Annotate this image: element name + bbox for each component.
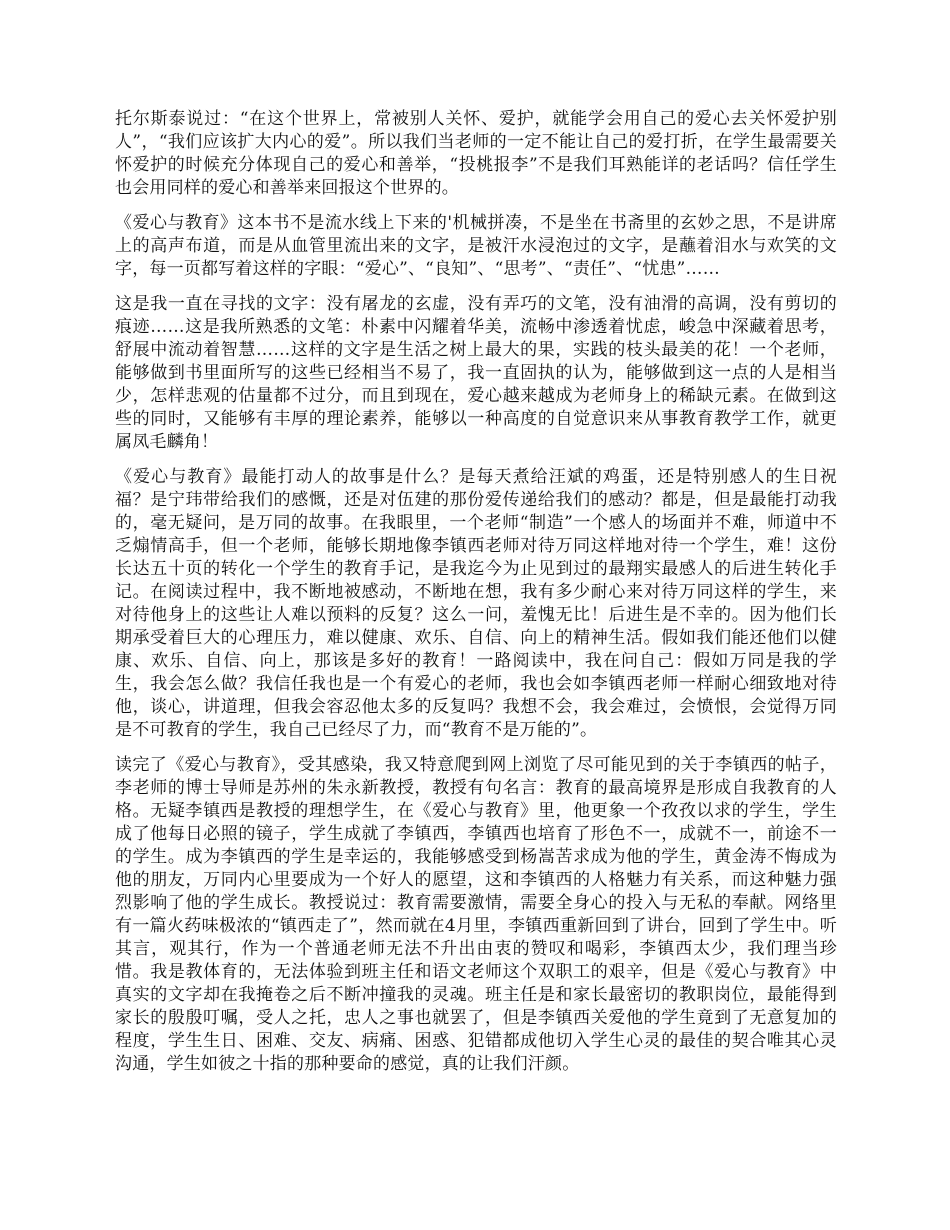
paragraph-writing-style: 这是我一直在寻找的文字：没有屠龙的玄虚，没有弄巧的文笔，没有油滑的高调，没有剪切的痕迹……这是我所熟悉的文笔：朴素中闪耀着华美，流畅中渗透着忧虑，峻急中深藏着思考，舒展中流动着智慧……这样的文字是生活之树上最大的果，实践的枝头最美的花！一个老师，能够做到书里面所写的这些已经相当不易了，我一直固执的认为，能够做到这一点的人是相当少，怎样悲观的估量都不过分，而且到现在，爱心越来越成为老师身上的稀缺元素。在做到这些的同时，又能够有丰厚的理论素养，能够以一种高度的自觉意识来从事教育教学工作，就更属凤毛麟角！	[115, 294, 837, 452]
paragraph-wantong-story: 《爱心与教育》最能打动人的故事是什么？是每天煮给汪斌的鸡蛋，还是特别感人的生日祝福？是宁玮带给我们的感慨，还是对伍建的那份爱传递给我们的感动？都是，但是最能打动我的，毫无疑问，是万同的故事。在我眼里，一个老师“制造”一个感人的场面并不难，师道中不乏煽情高手，但一个老师，能够长期地像李镇西老师对待万同这样地对待一个学生，难！这份长达五十页的转化一个学生的教育手记，是我迄今为止见到过的最翔实最感人的后进生转化手记。在阅读过程中，我不断地被感动，不断地在想，我有多少耐心来对待万同这样的学生，来对待他身上的这些让人难以预料的反复？这么一问，羞愧无比！后进生是不幸的。因为他们长期承受着巨大的心理压力，难以健康、欢乐、自信、向上的精神生活。假如我们能还他们以健康、欢乐、自信、向上，那该是多好的教育！一路阅读中，我在问自己：假如万同是我的学生，我会怎么做？我信任我也是一个有爱心的老师，我也会如李镇西老师一样耐心细致地对待他，谈心，讲道理，但我会容忍他太多的反复吗？我想不会，我会难过，会愤恨，会觉得万同是不可教育的学生，我自己已经尽了力，而“教育不是万能的”。	[115, 467, 837, 740]
document-page	[115, 108, 837, 1088]
paragraph-after-reading: 读完了《爱心与教育》，受其感染，我又特意爬到网上浏览了尽可能见到的关于李镇西的帖子，李老师的博士导师是苏州的朱永新教授，教授有句名言：教育的最高境界是形成自我教育的人格。无疑李镇西是教授的理想学生，在《爱心与教育》里，他更象一个孜孜以求的学生，学生成了他每日必照的镜子，学生成就了李镇西，李镇西也培育了形色不一，成就不一，前途不一的学生。成为李镇西的学生是幸运的，我能够感受到杨嵩苦求成为他的学生，黄金涛不悔成为他的朋友，万同内心里要成为一个好人的愿望，这和李镇西的人格魅力有关系，而这种魅力强烈影响了他的学生成长。教授说过：教育需要激情，需要全身心的投入与无私的奉献。网络里有一篇火药味极浓的“镇西走了”，然而就在4月里，李镇西重新回到了讲台，回到了学生中。听其言，观其行，作为一个普通老师无法不升出由衷的赞叹和喝彩，李镇西太少，我们理当珍惜。我是教体育的，无法体验到班主任和语文老师这个双职工的艰辛，但是《爱心与教育》中真实的文字却在我掩卷之后不断冲撞我的灵魂。班主任是和家长最密切的教职岗位，最能得到家长的殷殷叮嘱，受人之托，忠人之事也就罢了，但是李镇西关爱他的学生竟到了无意复加的程度，学生生日、困难、交友、病痛、困惑、犯错都成他切入学生心灵的最佳的契合唯其心灵沟通，学生如彼之十指的那种要命的感觉，真的让我们汗颜。	[115, 755, 837, 1074]
paragraph-tolstoy-quote: 托尔斯泰说过：“在这个世界上，常被别人关怀、爱护，就能学会用自己的爱心去关怀爱护别人”，“我们应该扩大内心的爱”。所以我们当老师的一定不能让自己的爱打折，在学生最需要关怀爱护的时候充分体现自己的爱心和善举，“投桃报李”不是我们耳熟能详的老话吗？信任学生也会用同样的爱心和善举来回报这个世界的。	[115, 109, 837, 198]
paragraph-book-description: 《爱心与教育》这本书不是流水线上下来的'机械拼凑，不是坐在书斋里的玄妙之思，不是讲席上的高声布道，而是从血管里流出来的文字，是被汗水浸泡过的文字，是蘸着泪水与欢笑的文字，每一页都写着这样的字眼：“爱心”、“良知”、“思考”、“责任”、“忧患”……	[115, 213, 837, 279]
